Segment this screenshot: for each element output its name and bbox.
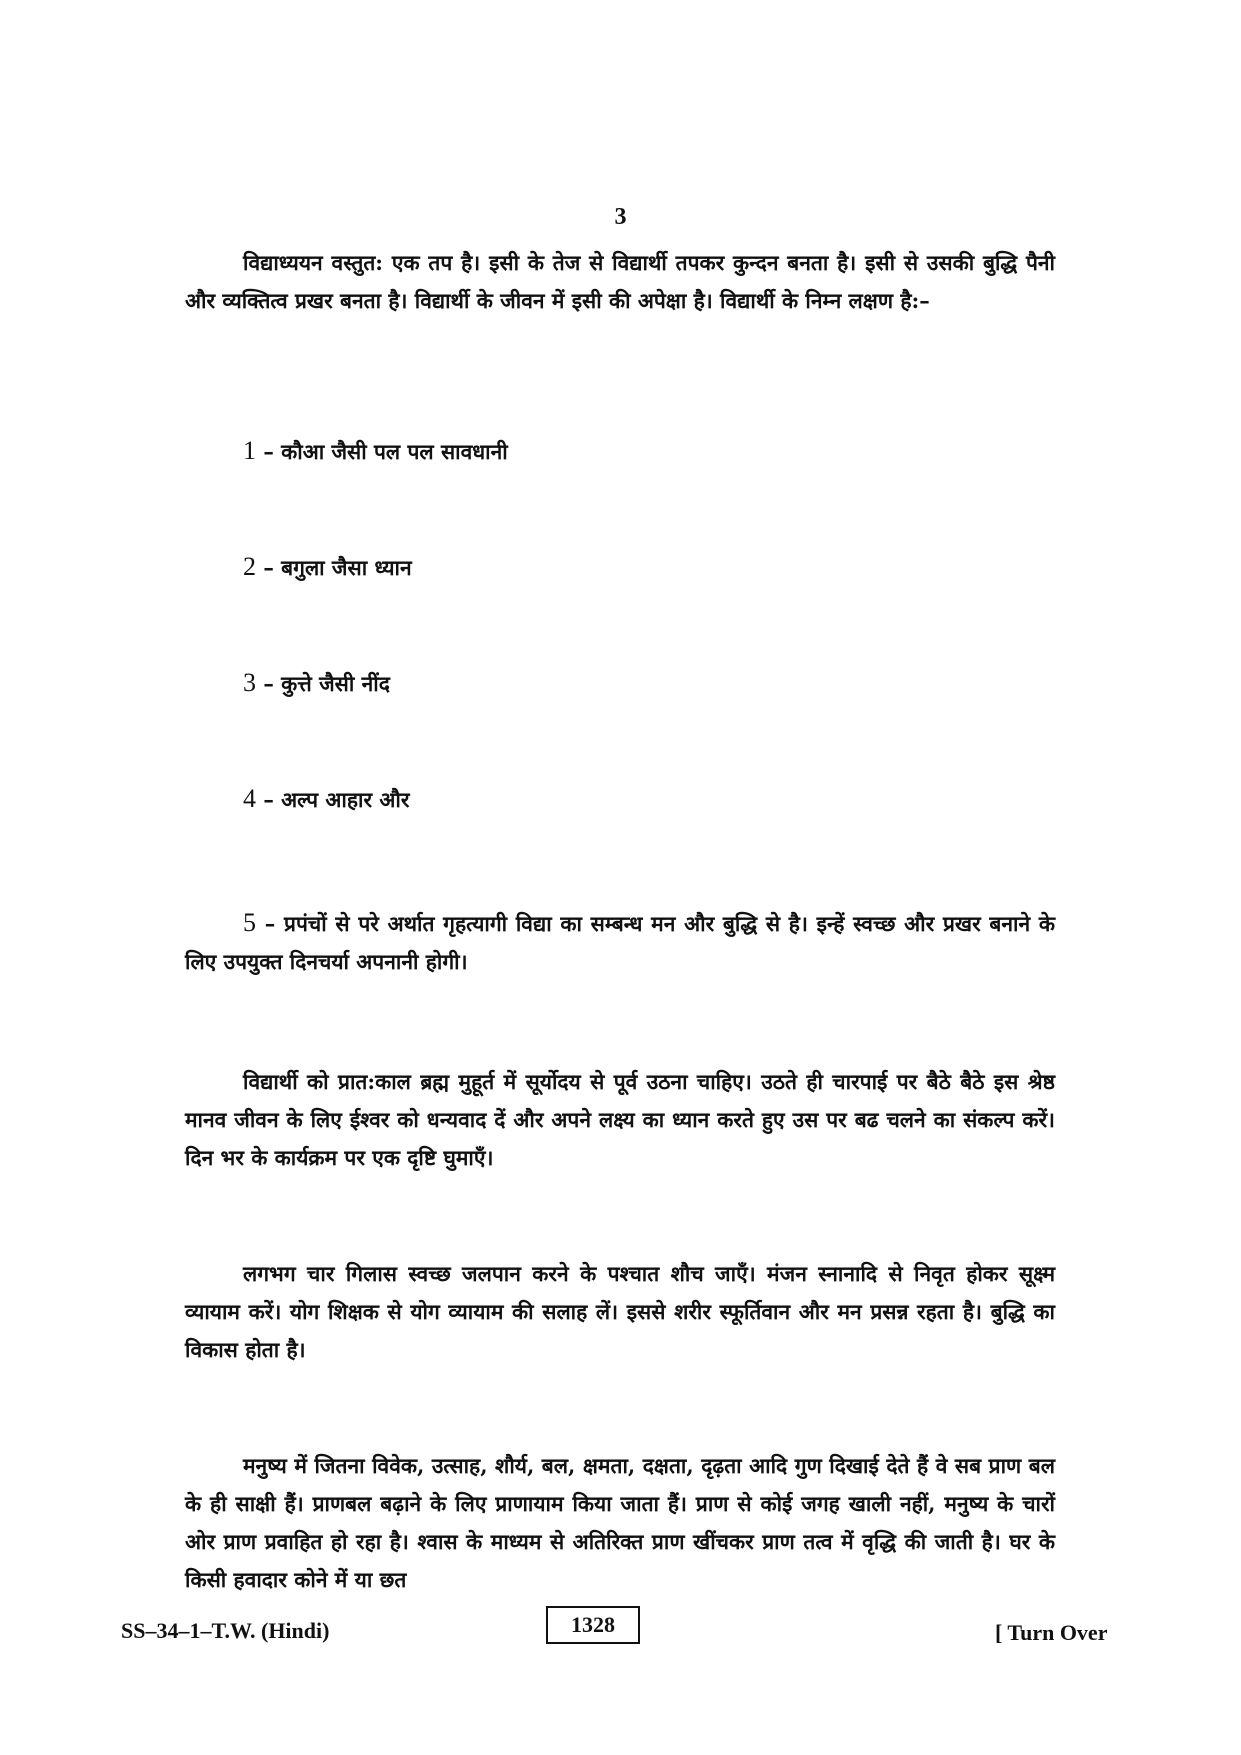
list-number: 5 — [243, 908, 256, 937]
paper-code: SS–34–1–T.W. (Hindi) — [121, 1618, 330, 1643]
list-number: 4 — [243, 784, 256, 813]
list-number: 2 — [243, 552, 256, 581]
list-item-1 — [243, 432, 508, 471]
morning-paragraph: विद्यार्थी को प्रात:काल ब्रह्म मुहूर्त में सूर्योदय से पूर्व उठना चाहिए। उठते ही चारपाई पर बैठे बैठे इस श्रेष्ठ मानव जीवन के लिए ईश्वर को धन्यवाद दें और अपने लक्ष्य का ध्यान करते हुए उस पर बढ चलने का संकल्प करें। दिन भर के कार्यक्रम पर एक दृष्टि घुमाएँ। — [185, 1069, 1055, 1170]
list-dash: – — [263, 787, 274, 812]
intro-paragraph: विद्याध्ययन वस्तुत: एक तप है। इसी के तेज से विद्यार्थी तपकर कुन्दन बनता है। इसी से उसकी बुद्धि पैनी और व्यक्तित्व प्रखर बनता है। विद्यार्थी के जीवन में इसी की अपेक्षा है। विद्यार्थी के निम्न लक्षण है:– — [185, 250, 1055, 313]
list-item-5 — [185, 904, 1055, 981]
list-number: 3 — [243, 668, 256, 697]
list-dash: – — [263, 439, 274, 464]
list-text: कौआ जैसी पल पल सावधानी — [281, 439, 508, 464]
list-item-2 — [243, 548, 412, 587]
list-item-3 — [243, 664, 390, 703]
list-number: 1 — [243, 436, 256, 465]
page-serial-box: 1328 — [546, 1606, 640, 1644]
list-dash: – — [263, 671, 274, 696]
list-text: प्रपंचों से परे अर्थात गृहत्यागी विद्या का सम्बन्ध मन और बुद्धि से है। इन्हें स्वच्छ और प्रखर बनाने के लिए उपयुक्त दिनचर्या अपनानी होगी। — [185, 911, 1056, 974]
list-text: अल्प आहार और — [281, 787, 410, 812]
list-item-4 — [243, 780, 409, 819]
list-text: बगुला जैसा ध्यान — [281, 555, 412, 580]
turn-over-label: [ Turn Over — [995, 1620, 1108, 1645]
list-dash: – — [264, 911, 276, 936]
list-dash: – — [263, 555, 274, 580]
page-number: 3 — [614, 204, 627, 230]
exercise-paragraph: लगभग चार गिलास स्वच्छ जलपान करने के पश्चात शौच जाएँ। मंजन स्नानादि से निवृत होकर सूक्ष्म व्यायाम करें। योग शिक्षक से योग व्यायाम की सलाह लें। इससे शरीर स्फूर्तिवान और मन प्रसन्न रहता है। बुद्धि का विकास होता है। — [185, 1261, 1055, 1362]
list-text: कुत्ते जैसी नींद — [281, 671, 390, 696]
prana-paragraph: मनुष्य में जितना विवेक, उत्साह, शौर्य, बल, क्षमता, दक्षता, दृढ़ता आदि गुण दिखाई देते हैं वे सब प्राण बल के ही साक्षी हैं। प्राणबल बढ़ाने के लिए प्राणायाम किया जाता हैं। प्राण से कोई जगह खाली नहीं, मनुष्य के चारों ओर प्राण प्रवाहित हो रहा है। श्वास के माध्यम से अतिरिक्त प्राण खींचकर प्राण तत्व में वृद्धि की जाती है। घर के किसी हवादार कोने में या छत — [185, 1453, 1055, 1592]
